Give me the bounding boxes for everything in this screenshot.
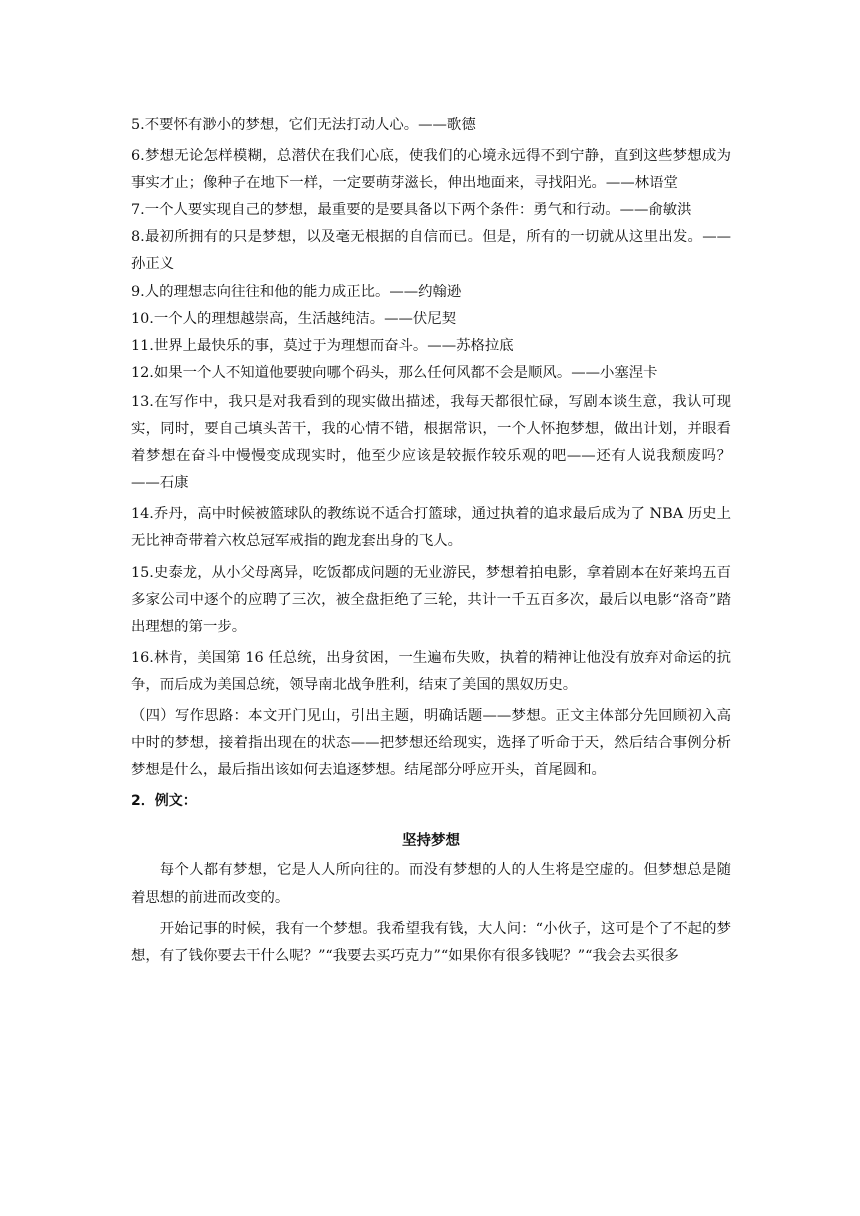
- quote-9: 9.人的理想志向往往和他的能力成正比。——约翰逊: [131, 283, 462, 300]
- writing-idea: （四）写作思路：本文开门见山，引出主题，明确话题——梦想。正文主体部分先回顾初入高中时的梦想，接着指出现在的状态——把梦想还给现实，选择了听命于天，然后结合事例分析梦想是什么，最后指出该如何去追逐梦想。结尾部分呼应开头，首尾圆和。: [131, 707, 731, 779]
- essay-title: 坚持梦想: [402, 833, 460, 850]
- quote-5: 5.不要怀有渺小的梦想，它们无法打动人心。——歌德: [131, 117, 476, 133]
- quote-11: 11.世界上最快乐的事，莫过于为理想而奋斗。——苏格拉底: [131, 337, 514, 354]
- example-16: 16.林肯，美国第 16 任总统，出身贫困，一生遍布失败，执着的精神让他没有放弃对命运的抗争，而后成为美国总统，领导南北战争胜利，结束了美国的黑奴历史。: [131, 649, 731, 693]
- quote-8: 8.最初所拥有的只是梦想，以及毫无根据的自信而已。但是，所有的一切就从这里出发。——孙正义: [131, 229, 731, 273]
- example-heading: 2．例文：: [131, 793, 197, 810]
- quote-13: 13.在写作中，我只是对我看到的现实做出描述，我每天都很忙碌，写剧本谈生意，我认可现实，同时，要自己填头苦干，我的心情不错，根据常识，一个人怀抱梦想，做出计划，并眼看着梦想在奋斗中慢慢变成现实时，他至少应该是较振作较乐观的吧——还有人说我颓废吗？——石康: [131, 393, 731, 492]
- document-body: [131, 112, 731, 970]
- essay-paragraph: 每个人都有梦想，它是人人所向往的。而没有梦想的人的人生将是空虚的。但梦想总是随着思想的前进而改变的。: [131, 862, 731, 906]
- quote-12: 12.如果一个人不知道他要驶向哪个码头，那么任何风都不会是顺风。——小塞涅卡: [131, 364, 658, 381]
- quote-7: 7.一个人要实现自己的梦想，最重要的是要具备以下两个条件：勇气和行动。——俞敏洪: [131, 202, 692, 219]
- quote-6: 6.梦想无论怎样模糊，总潜伏在我们心底，使我们的心境永远得不到宁静，直到这些梦想成为事实才止；像种子在地下一样，一定要萌芽滋长，伸出地面来，寻找阳光。——林语堂: [131, 148, 731, 192]
- essay-paragraph: 开始记事的时候，我有一个梦想。我希望我有钱，大人问：“小伙子，这可是个了不起的梦想，有了钱你要去干什么呢？”“我要去买巧克力”“如果你有很多钱呢？”“我会去买很多: [131, 920, 731, 964]
- example-15: 15.史泰龙，从小父母离异，吃饭都成问题的无业游民，梦想着拍电影，拿着剧本在好莱坞五百多家公司中逐个的应聘了三次，被全盘拒绝了三轮，共计一千五百多次，最后以电影“洛奇”踏出理想的第一步。: [131, 564, 731, 635]
- example-14: 14.乔丹，高中时候被篮球队的教练说不适合打篮球，通过执着的追求最后成为了 NBA 历史上无比神奇带着六枚总冠军戒指的跑龙套出身的飞人。: [131, 506, 731, 550]
- quote-10: 10.一个人的理想越崇高，生活越纯洁。——伏尼契: [131, 310, 457, 327]
